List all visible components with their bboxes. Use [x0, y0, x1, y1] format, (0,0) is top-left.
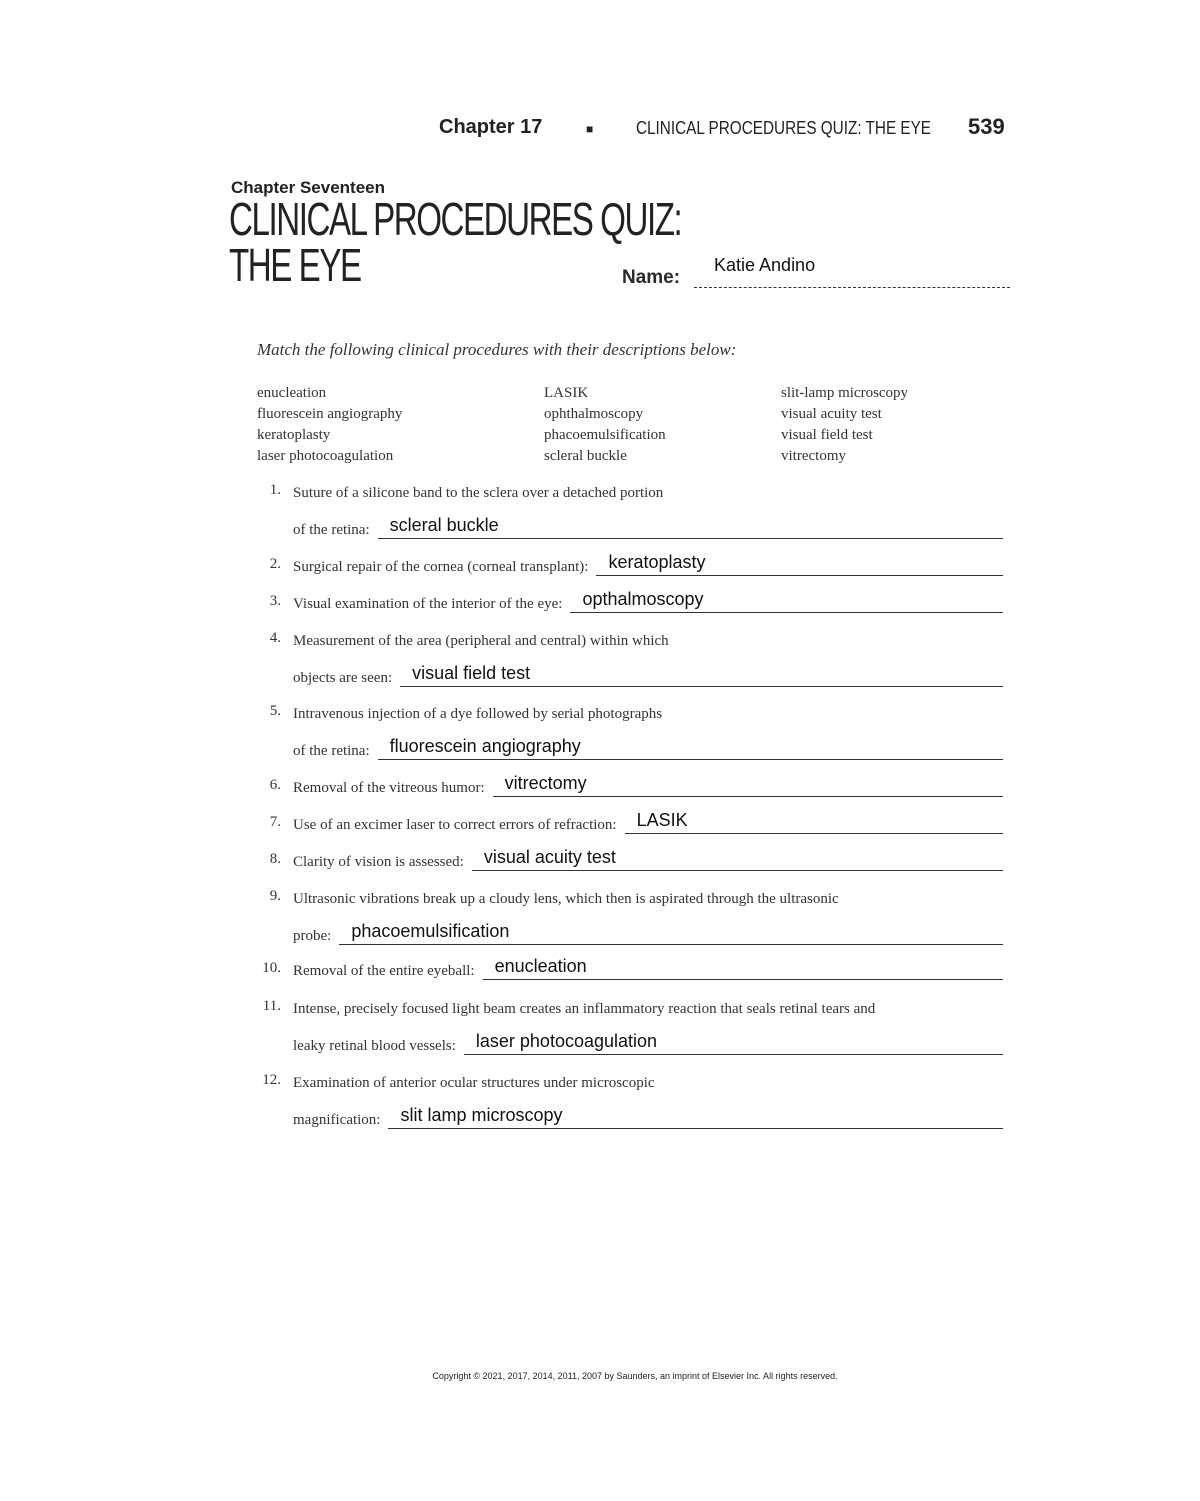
answer-text: LASIK	[636, 810, 688, 830]
name-label: Name:	[622, 267, 681, 288]
term-column	[781, 383, 908, 467]
answer-field[interactable]	[625, 810, 1003, 834]
page-title: CLINICAL PROCEDURES QUIZ: THE EYE	[229, 193, 682, 291]
question-number: 10.	[262, 960, 281, 976]
question-text: Removal of the vitreous humor:	[293, 780, 485, 796]
answer-text: visual field test	[412, 663, 531, 683]
answer-text: fluorescein angiography	[389, 736, 581, 756]
term-item: visual acuity test	[781, 406, 882, 422]
question-text: Intravenous injection of a dye followed by serial photographs	[293, 706, 663, 722]
answer-text: keratoplasty	[608, 552, 706, 572]
question-text: Ultrasonic vibrations break up a cloudy lens, which then is aspirated through the ultrasonic	[293, 891, 839, 907]
header-bullet: ■	[586, 122, 594, 136]
question-text: of the retina:	[293, 522, 370, 538]
term-item: LASIK	[544, 385, 589, 401]
question-text: Removal of the entire eyeball:	[293, 963, 475, 979]
question-number: 4.	[269, 630, 281, 646]
question-number: 9.	[269, 888, 281, 904]
term-item: laser photocoagulation	[257, 448, 394, 464]
header-running-title: CLINICAL PROCEDURES QUIZ: THE EYE	[636, 118, 932, 138]
answer-field[interactable]	[378, 515, 1003, 539]
answer-field[interactable]	[472, 847, 1003, 871]
question-text: of the retina:	[293, 743, 370, 759]
answer-text: scleral buckle	[389, 515, 499, 535]
term-item: enucleation	[257, 385, 327, 401]
question-number: 6.	[269, 777, 281, 793]
question-text: Measurement of the area (peripheral and central) within which	[293, 633, 669, 649]
question-text: objects are seen:	[293, 670, 393, 686]
answer-field[interactable]	[388, 1105, 1003, 1129]
question-number: 7.	[269, 814, 281, 830]
question-text: magnification:	[293, 1112, 381, 1128]
question-text: Clarity of vision is assessed:	[293, 854, 464, 870]
answer-text: enucleation	[494, 956, 587, 976]
question-text: Visual examination of the interior of the eye:	[293, 596, 563, 612]
instructions: Match the following clinical procedures with their descriptions below:	[257, 340, 737, 359]
question-text: leaky retinal blood vessels:	[293, 1038, 456, 1054]
question-number: 11.	[262, 998, 281, 1014]
answer-text: laser photocoagulation	[475, 1031, 658, 1051]
question-text: probe:	[293, 928, 332, 944]
answer-field[interactable]	[483, 956, 1003, 980]
answer-text: visual acuity test	[483, 847, 616, 867]
term-item: visual field test	[781, 427, 873, 443]
question-text: Examination of anterior ocular structures under microscopic	[293, 1075, 655, 1091]
term-item: fluorescein angiography	[257, 406, 403, 422]
answer-field[interactable]	[400, 663, 1003, 687]
term-item: slit-lamp microscopy	[781, 385, 909, 401]
question-number: 3.	[269, 593, 281, 609]
answer-field[interactable]	[570, 589, 1003, 613]
question-number: 12.	[262, 1072, 281, 1088]
question-text: Use of an excimer laser to correct errors of refraction:	[293, 817, 617, 833]
term-item: keratoplasty	[257, 427, 331, 443]
answer-text: slit lamp microscopy	[400, 1105, 563, 1125]
term-item: ophthalmoscopy	[544, 406, 644, 422]
term-column	[544, 383, 666, 467]
question-text: Suture of a silicone band to the sclera over a detached portion	[293, 485, 664, 501]
question-number: 1.	[269, 482, 281, 498]
answer-text: vitrectomy	[504, 773, 587, 793]
answer-field[interactable]	[339, 921, 1003, 945]
answer-text: phacoemulsification	[351, 921, 510, 941]
answer-field[interactable]	[493, 773, 1003, 797]
answer-text: opthalmoscopy	[582, 589, 704, 609]
term-item: phacoemulsification	[544, 427, 666, 443]
header-chapter: Chapter 17	[439, 116, 543, 138]
term-item: vitrectomy	[781, 448, 846, 464]
chapter-label: Chapter Seventeen	[231, 178, 385, 197]
question-text: Intense, precisely focused light beam creates an inflammatory reaction that seals retinal tears and	[293, 1001, 876, 1017]
answer-field[interactable]	[378, 736, 1003, 760]
term-column	[257, 383, 402, 467]
question-number: 8.	[269, 851, 281, 867]
name-field-line[interactable]	[694, 287, 1010, 288]
question-number: 2.	[269, 556, 281, 572]
copyright: Copyright © 2021, 2017, 2014, 2011, 2007 by Saunders, an imprint of Elsevier Inc. All rights reserved.	[432, 1371, 838, 1381]
question-number: 5.	[269, 703, 281, 719]
answer-field[interactable]	[464, 1031, 1003, 1055]
answer-field[interactable]	[596, 552, 1003, 576]
name-field[interactable]: Katie Andino	[714, 255, 816, 275]
page-number: 539	[968, 114, 1005, 139]
question-text: Surgical repair of the cornea (corneal transplant):	[293, 559, 589, 575]
term-item: scleral buckle	[544, 448, 627, 464]
